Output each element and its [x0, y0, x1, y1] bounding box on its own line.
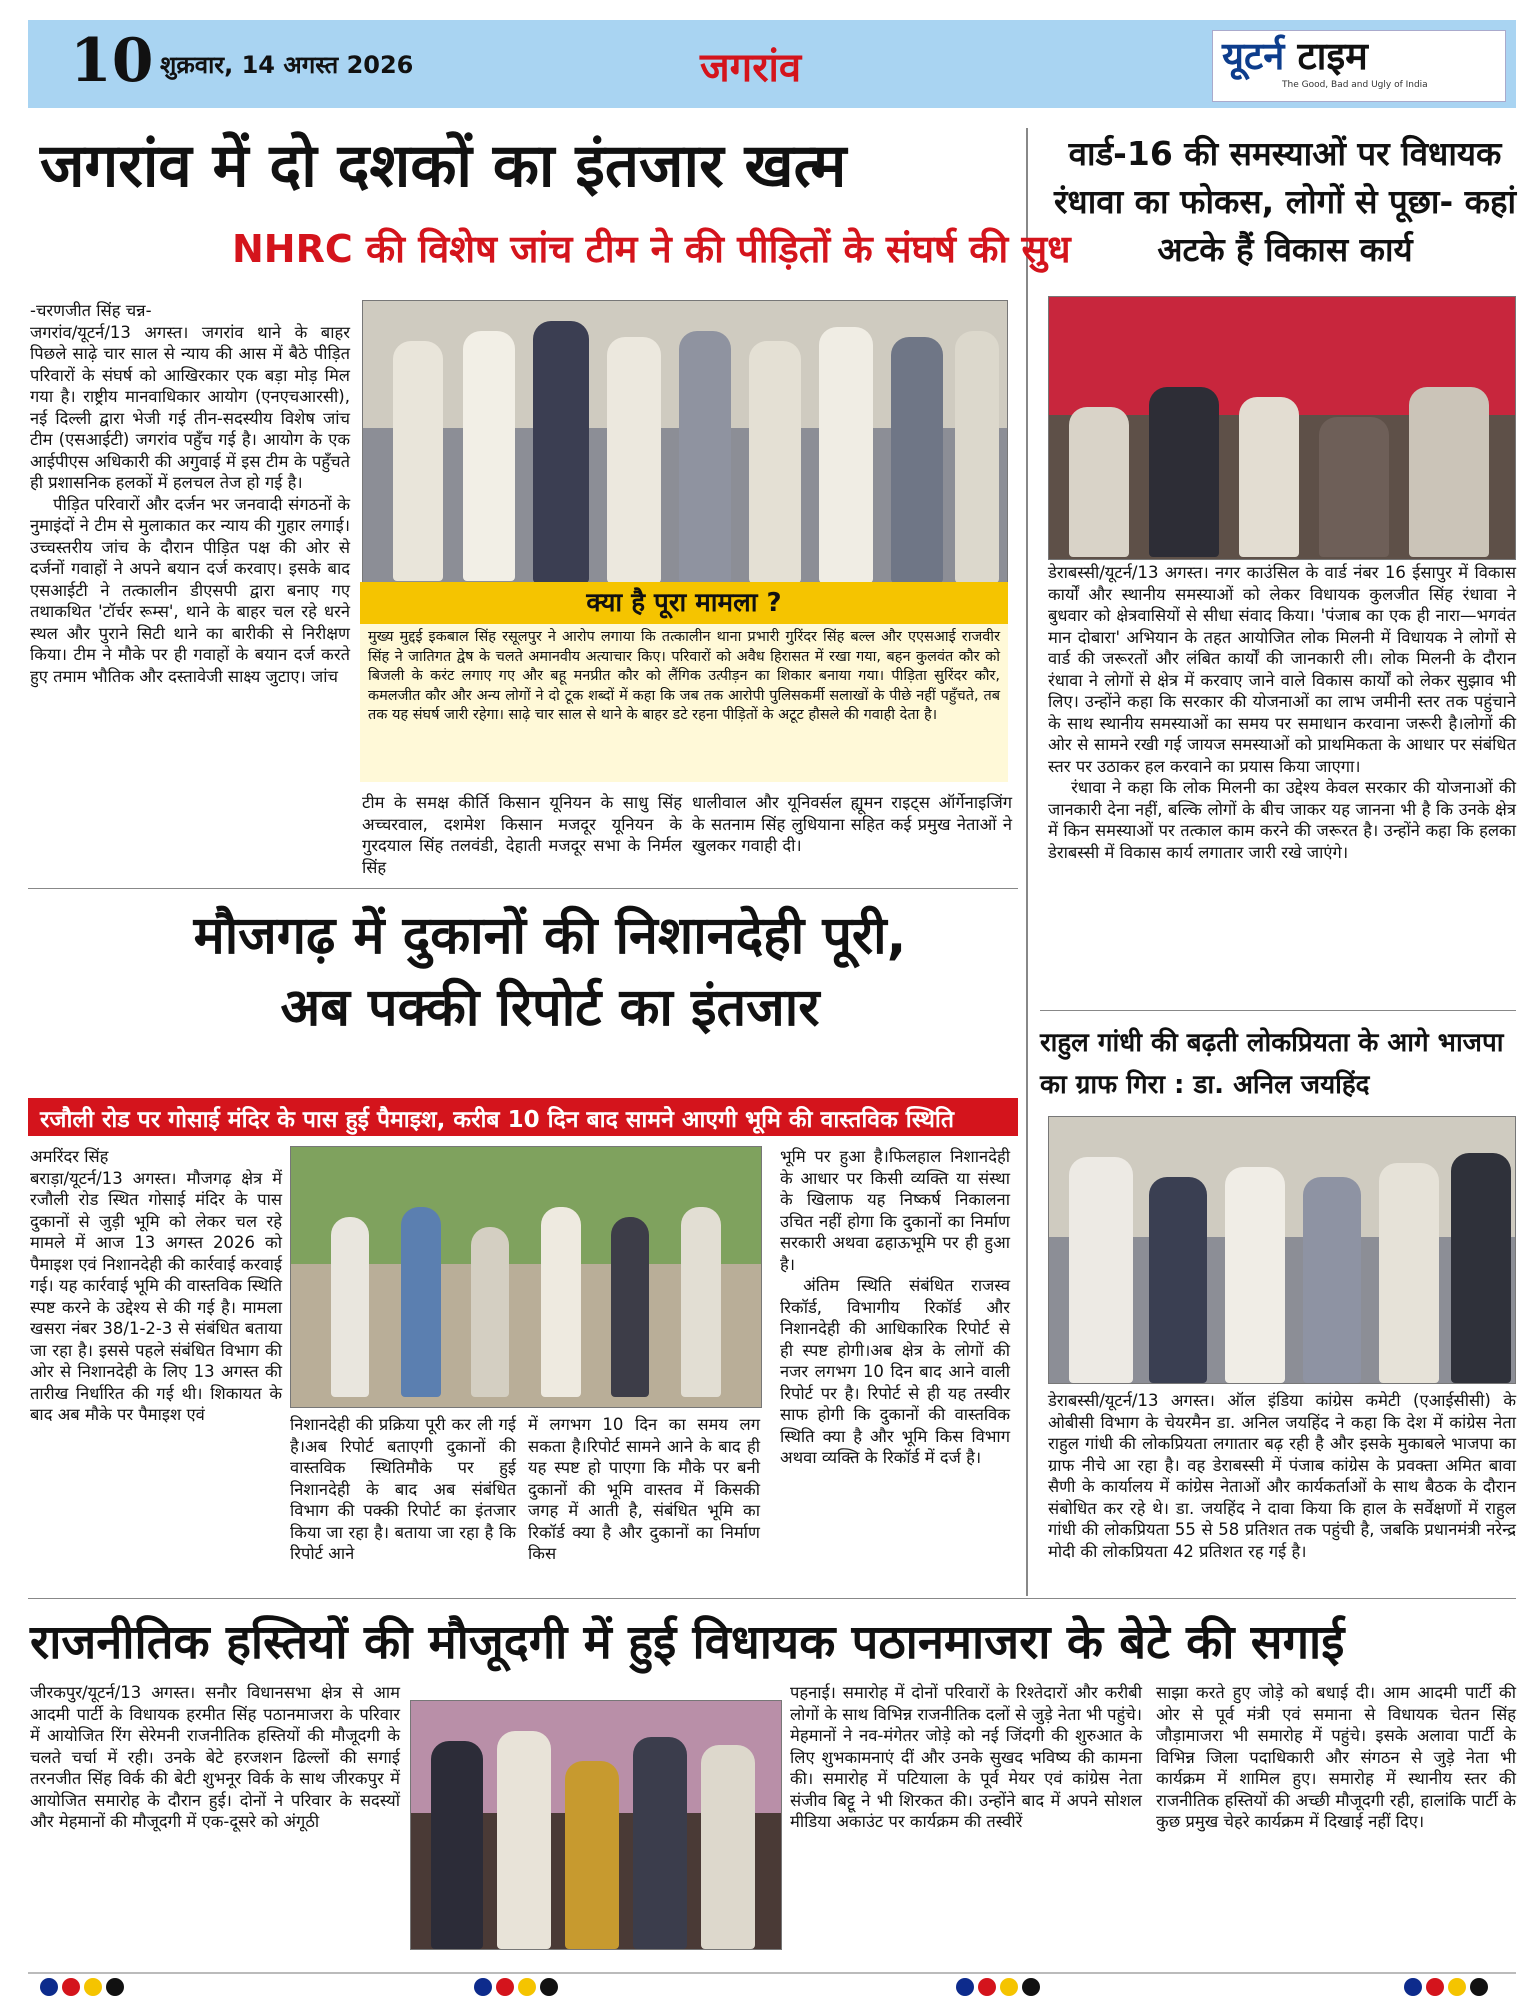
story3-photo: [1048, 296, 1516, 560]
story3-p2: रंधावा ने कहा कि लोक मिलनी का उद्देश्य केवल सरकार की योजनाओं की जानकारी देना नहीं, बल्कि लोगों के बीच जाकर यह जानना भी है कि उनके क्षेत्र में किन समस्याओं पर तत्काल काम करने की जरूरत है। उन्होंने कहा कि हलका डेराबस्सी में विकास कार्य लगातार जारी रखे जाएंगे।: [1048, 778, 1516, 862]
story1-box-title: क्या है पूरा मामला ?: [360, 582, 1008, 624]
story5-headline: राजनीतिक हस्तियों की मौजूदगी में हुई विधायक पठानमाजरा के बेटे की सगाई: [30, 1615, 1345, 1670]
story3-headline: वार्ड-16 की समस्याओं पर विधायक रंधावा का फोकस, लोगों से पूछा- कहां अटके हैं विकास कार्य: [1053, 134, 1517, 269]
story2-col2: निशानदेही की प्रक्रिया पूरी कर ली गई है।अब रिपोर्ट बताएगी दुकानों की वास्तविक स्थितिमौके पर हुई निशानदेही के बाद अब संबंधित विभाग की पक्की रिपोर्ट का इंतजार किया जा रहा है। बताया जा रहा है कि रिपोर्ट आने: [290, 1415, 516, 1563]
story4-headline: राहुल गांधी की बढ़ती लोकप्रियता के आगे भाजपा का ग्राफ गिरा : डा. अनिल जयहिंद: [1040, 1028, 1504, 1100]
story1-photo: [362, 300, 1008, 584]
story4-photo: [1048, 1116, 1516, 1384]
divider: [28, 888, 1018, 889]
story2-col1-text: बराड़ा/यूटर्न/13 अगस्त। मौजगढ़ क्षेत्र में रजौली रोड स्थित गोसाई मंदिर के पास दुकानों से जुड़ी भूमि को लेकर चल रहे मामले में आज 13 अगस्त 2026 को पैमाइश एवं निशानदेही की कार्रवाई करवाई गई। यह कार्रवाई भूमि की वास्तविक स्थिति स्पष्ट करने के उद्देश्य से की गई है। मामला खसरा नंबर 38/1-2-3 से संबंधित बताया जा रहा है। इससे पहले संबंधित विभाग की ओर से निशानदेही के लिए 13 अगस्त की तारीख निर्धारित की गई थी। शिकायत के बाद अब मौके पर पैमाइश एवं: [30, 1168, 282, 1424]
story2-col1: [30, 1146, 282, 1426]
registration-marks-right: [1404, 1978, 1492, 1998]
story2-col4-p2: अंतिम स्थिति संबंधित राजस्व रिकॉर्ड, विभागीय रिकॉर्ड और निशानदेही की आधिकारिक रिपोर्ट से ही स्पष्ट होगी।अब क्षेत्र के लोगों की नजर लगभग 10 दिन बाद आने वाली रिपोर्ट पर है। रिपोर्ट से ही यह तस्वीर साफ होगी कि दुकानों की वास्तविक स्थिति क्या है और भूमि किस विभाग अथवा व्यक्ति के रिकॉर्ड में दर्ज है।: [780, 1276, 1010, 1467]
story2-headline: मौजगढ़ में दुकानों की निशानदेही पूरी, अब पक्की रिपोर्ट का इंतजार: [193, 906, 907, 1038]
divider: [1040, 1010, 1516, 1011]
logo-tagline: The Good, Bad and Ugly of India: [1282, 80, 1428, 90]
story1-col1: [30, 300, 350, 687]
registration-marks-left: [40, 1978, 128, 1998]
story1-subheadline: NHRC की विशेष जांच टीम ने की पीड़ितों के संघर्ष की सुध: [232, 227, 1071, 271]
story1-col2: टीम के समक्ष कीर्ति किसान यूनियन के साधु सिंह अच्चरवाल, दशमेश किसान मजदूर यूनियन के गुरदयाल सिंह तलवंडी, देहाती मजदूर सभा के निर्मल सिंह: [362, 793, 682, 877]
column-divider: [1026, 128, 1028, 1596]
story2-byline: अमरिंदर सिंह: [30, 1147, 109, 1166]
story3-body: [1048, 562, 1516, 863]
story2-col4-p1: भूमि पर हुआ है।फिलहाल निशानदेही के आधार पर किसी व्यक्ति या संस्था के खिलाफ यह निष्कर्ष निकालना उचित नहीं होगा कि दुकानों का निर्माण सरकारी अथवा ढहाऊभूमि पर ही हुआ है।: [780, 1147, 1010, 1274]
story5-col3: साझा करते हुए जोड़े को बधाई दी। आम आदमी पार्टी की ओर से पूर्व मंत्री एवं समाना से विधायक चेतन सिंह जौड़ामाजरा भी समारोह में पहुंचे। इसके अलावा पार्टी के विभिन्न जिला पदाधिकारी और संगठन से जुड़े नेता भी कार्यक्रम में शामिल हुए। समारोह में स्थानीय स्तर की राजनीतिक हस्तियों की अच्छी मौजूदगी रही, हालांकि पार्टी के कुछ प्रमुख चेहरे कार्यक्रम में दिखाई नहीं दिए।: [1156, 1683, 1516, 1831]
page-date: शुक्रवार, 14 अगस्त 2026: [160, 51, 414, 79]
story4-body: डेराबस्सी/यूटर्न/13 अगस्त। ऑल इंडिया कांग्रेस कमेटी (एआईसीसी) के ओबीसी विभाग के चेयरमैन डा. अनिल जयहिंद ने कहा कि देश में कांग्रेस नेता राहुल गांधी की लोकप्रियता लगातार बढ़ रही है और इसके मुकाबले भाजपा का ग्राफ नीचे आ रहा है। वह डेराबस्सी में पंजाब कांग्रेस के प्रवक्ता अमित बावा सैणी के कार्यालय में कांग्रेस नेताओं और कार्यकर्ताओं के साथ बैठक के दौरान संबोधित कर रहे थे। डा. जयहिंद ने दावा किया कि हाल के सर्वेक्षणों में राहुल गांधी की लोकप्रियता 55 से 58 प्रतिशत तक पहुंची है, जबकि प्रधानमंत्री नरेन्द्र मोदी की लोकप्रियता 42 प्रतिशत रह गई है।: [1048, 1391, 1516, 1561]
story2-photo: [290, 1146, 762, 1408]
section-name: जगरांव: [700, 45, 802, 91]
story1-box-text: मुख्य मुद्दई इकबाल सिंह रसूलपुर ने आरोप लगाया कि तत्कालीन थाना प्रभारी गुरिंदर सिंह बल्ल और एएसआई राजवीर सिंह ने जातिगत द्वेष के चलते अमानवीय अत्याचार किए। परिवारों को अवैध हिरासत में रखा गया, बहन कुलवंत कौर को बिजली के करंट लगाए गए और बहू मनप्रीत कौर को लैंगिक उत्पीड़न का शिकार बनाया गया। पीड़िता सुरिंदर कौर, कमलजीत कौर और अन्य लोगों ने दो टूक शब्दों में कहा कि जब तक आरोपी पुलिसकर्मी सलाखों के पीछे नहीं पहुँचते, तब तक यह संघर्ष जारी रहेगा। साढ़े चार साल से थाने के बाहर डटे रहना पीड़ितों के अटूट हौसले की गवाही देता है।: [368, 629, 1000, 723]
footer-rule: [28, 1972, 1516, 1974]
story2-col3: में लगभग 10 दिन का समय लग सकता है।रिपोर्ट सामने आने के बाद ही यह स्पष्ट हो पाएगा कि मौके पर बनी दुकानों की भूमि वास्तव में किसकी जगह में आती है, संबंधित भूमि का रिकॉर्ड क्या है और दुकानों का निर्माण किस: [528, 1415, 760, 1563]
registration-marks-center-right: [956, 1978, 1044, 1998]
story1-byline: -चरणजीत सिंह चन्न-: [30, 301, 152, 320]
registration-marks-center-left: [474, 1978, 562, 1998]
story5-col1: जीरकपुर/यूटर्न/13 अगस्त। सनौर विधानसभा क्षेत्र से आम आदमी पार्टी के विधायक हरमीत सिंह पठानमाजरा के परिवार में आयोजित रिंग सेरेमनी राजनीतिक हस्तियों की मौजूदगी के चलते चर्चा में रही। उनके बेटे हरजशन ढिल्लों की सगाई तरनजीत सिंह विर्क की बेटी शुभनूर विर्क के साथ जीरकपुर में आयोजित समारोह के दौरान हुई। दोनों ने परिवार के सदस्यों और मेहमानों की मौजूदगी में एक-दूसरे को अंगूठी: [30, 1683, 400, 1831]
page-number: 10: [70, 26, 154, 96]
story5-photo: [410, 1700, 782, 1950]
story1-col1-p1: जगरांव/यूटर्न/13 अगस्त। जगरांव थाने के बाहर पिछले साढ़े चार साल से न्याय की आस में बैठे पीड़ित परिवारों के संघर्ष को आखिरकार एक बड़ा मोड़ मिल गया है। राष्ट्रीय मानवाधिकार आयोग (एनएचआरसी), नई दिल्ली द्वारा भेजी गई तीन-सदस्यीय विशेष जांच टीम (एसआईटी) जगरांव पहुँच गई है। आयोग के एक आईपीएस अधिकारी की अगुवाई में इस टीम के पहुँचते ही प्रशासनिक हलकों में हलचल तेज हो गई है।: [30, 322, 350, 492]
story1-col1-p2: पीड़ित परिवारों और दर्जन भर जनवादी संगठनों के नुमाइंदों ने टीम से मुलाकात कर न्याय की गुहार लगाई। उच्चस्तरीय जांच के दौरान पीड़ित पक्ष की ओर से दर्जनों गवाहों ने अपने बयान दर्ज करवाए। इसके बाद एसआईटी ने तत्कालीन डीएसपी द्वारा बनाए गए तथाकथित 'टॉर्चर रूम्स', थाने के बाहर चल रहे धरने स्थल और पुराने सिटी थाने का बारीकी से निरीक्षण किया। टीम ने मौके पर ही गवाहों के बयान दर्ज करते हुए तमाम भौतिक और दस्तावेजी साक्ष्य जुटाए। जांच: [30, 494, 350, 686]
story3-p1: डेराबस्सी/यूटर्न/13 अगस्त। नगर काउंसिल के वार्ड नंबर 16 ईसापुर में विकास कार्यों और स्थानीय समस्याओं को लेकर विधायक कुलजीत सिंह रंधावा ने बुधवार को क्षेत्रवासियों से सीधा संवाद किया। 'पंजाब का एक ही नारा—भगवंत मान दोबारा' अभियान के तहत आयोजित लोक मिलनी में विधायक ने लोगों से वार्ड की जरूरतों और लंबित कार्यों की जानकारी ली। लोक मिलनी के दौरान रंधावा ने लोगों से क्षेत्र में करवाए जाने वाले विकास कार्यों को लेकर सुझाव भी लिए। उन्होंने कहा कि सरकार की योजनाओं का लाभ जमीनी स्तर तक पहुंचाने के साथ स्थानीय समस्याओं का समय पर समाधान करवाना जरूरी है।लोगों की ओर से सामने रखी गई जायज समस्याओं को प्राथमिकता के आधार पर संबंधित स्तर पर उठाकर हल करवाने का प्रयास किया जाएगा।: [1048, 563, 1516, 776]
story1-headline: जगरांव में दो दशकों का इंतजार खत्म: [40, 131, 847, 201]
divider: [28, 1598, 1516, 1599]
story5-col2: पहनाई। समारोह में दोनों परिवारों के रिश्तेदारों और करीबी लोगों के साथ विभिन्न राजनीतिक दलों से जुड़े नेता भी पहुंचे। मेहमानों ने नव-मंगेतर जोड़े को नई जिंदगी की शुरुआत के लिए शुभकामनाएं दीं और उनके सुखद भविष्य की कामना की। समारोह में पटियाला के पूर्व मेयर एवं कांग्रेस नेता संजीव बिट्टू ने भी शिरकत की। उन्होंने बाद में अपने सोशल मीडिया अकाउंट पर कार्यक्रम की तस्वीरें: [790, 1683, 1142, 1831]
story2-bar-text: रजौली रोड पर गोसाई मंदिर के पास हुई पैमाइश, करीब 10 दिन बाद सामने आएगी भूमि की वास्तविक स्थिति: [40, 1107, 954, 1133]
story2-col4: [780, 1146, 1010, 1469]
story1-col3: धालीवाल और यूनिवर्सल ह्यूमन राइट्स ऑर्गेनाइजिंग के सतनाम सिंह लुधियाना सहित कई प्रमुख नेताओं ने खुलकर गवाही दी।: [692, 793, 1012, 855]
logo-text: यूटर्न टाइम: [1222, 34, 1368, 78]
